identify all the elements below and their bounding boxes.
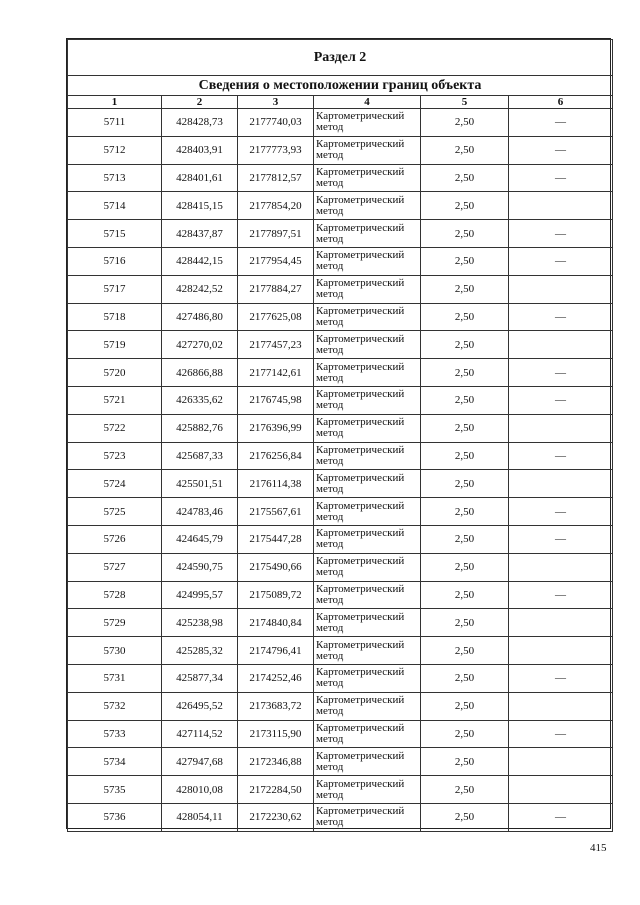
- cell-note: —: [509, 525, 613, 553]
- cell-x: 426866,88: [162, 359, 238, 387]
- cell-acc: 2,50: [421, 692, 509, 720]
- cell-acc: 2,50: [421, 776, 509, 804]
- cell-note: —: [509, 359, 613, 387]
- table-row: [68, 609, 613, 637]
- cell-note: [509, 275, 613, 303]
- cell-note: [509, 692, 613, 720]
- cell-n: 5721: [68, 386, 162, 414]
- cell-method: Картометрический метод: [314, 220, 421, 248]
- cell-method: Картометрический метод: [314, 498, 421, 526]
- cell-x: 426335,62: [162, 386, 238, 414]
- cell-y: 2175089,72: [238, 581, 314, 609]
- table-row: [68, 776, 613, 804]
- cell-method: Картометрический метод: [314, 470, 421, 498]
- cell-y: 2172230,62: [238, 803, 314, 831]
- table-row: [68, 414, 613, 442]
- cell-acc: 2,50: [421, 331, 509, 359]
- cell-note: [509, 609, 613, 637]
- cell-method: Картометрический метод: [314, 609, 421, 637]
- column-header: 4: [314, 96, 421, 109]
- cell-x: 428054,11: [162, 803, 238, 831]
- cell-n: 5731: [68, 664, 162, 692]
- cell-acc: 2,50: [421, 192, 509, 220]
- table-row: [68, 386, 613, 414]
- cell-method: Картометрический метод: [314, 136, 421, 164]
- cell-acc: 2,50: [421, 136, 509, 164]
- table-row: [68, 553, 613, 581]
- cell-y: 2175447,28: [238, 525, 314, 553]
- cell-note: —: [509, 664, 613, 692]
- cell-method: Картометрический метод: [314, 720, 421, 748]
- table-row: [68, 247, 613, 275]
- cell-method: Картометрический метод: [314, 442, 421, 470]
- cell-y: 2174252,46: [238, 664, 314, 692]
- cell-acc: 2,50: [421, 303, 509, 331]
- cell-y: 2173115,90: [238, 720, 314, 748]
- cell-acc: 2,50: [421, 720, 509, 748]
- cell-x: 428428,73: [162, 109, 238, 137]
- cell-note: [509, 553, 613, 581]
- cell-n: 5711: [68, 109, 162, 137]
- cell-note: [509, 637, 613, 665]
- cell-note: —: [509, 442, 613, 470]
- cell-method: Картометрический метод: [314, 109, 421, 137]
- table-row: [68, 303, 613, 331]
- cell-x: 425882,76: [162, 414, 238, 442]
- cell-method: Картометрический метод: [314, 553, 421, 581]
- table-row: [68, 109, 613, 137]
- cell-y: 2177773,93: [238, 136, 314, 164]
- cell-x: 428403,91: [162, 136, 238, 164]
- cell-y: 2177740,03: [238, 109, 314, 137]
- cell-y: 2176396,99: [238, 414, 314, 442]
- cell-n: 5725: [68, 498, 162, 526]
- cell-acc: 2,50: [421, 164, 509, 192]
- cell-y: 2177457,23: [238, 331, 314, 359]
- cell-n: 5733: [68, 720, 162, 748]
- cell-method: Картометрический метод: [314, 748, 421, 776]
- cell-y: 2174796,41: [238, 637, 314, 665]
- cell-acc: 2,50: [421, 359, 509, 387]
- cell-method: Картометрический метод: [314, 247, 421, 275]
- cell-x: 424590,75: [162, 553, 238, 581]
- cell-y: 2175490,66: [238, 553, 314, 581]
- cell-n: 5719: [68, 331, 162, 359]
- cell-acc: 2,50: [421, 386, 509, 414]
- cell-acc: 2,50: [421, 109, 509, 137]
- document-frame: [66, 38, 611, 829]
- cell-y: 2174840,84: [238, 609, 314, 637]
- cell-note: —: [509, 498, 613, 526]
- cell-note: [509, 192, 613, 220]
- cell-x: 428437,87: [162, 220, 238, 248]
- cell-x: 424995,57: [162, 581, 238, 609]
- cell-note: —: [509, 581, 613, 609]
- cell-acc: 2,50: [421, 470, 509, 498]
- cell-method: Картометрический метод: [314, 776, 421, 804]
- table-row: [68, 275, 613, 303]
- cell-note: [509, 470, 613, 498]
- cell-method: Картометрический метод: [314, 164, 421, 192]
- cell-y: 2177142,61: [238, 359, 314, 387]
- cell-acc: 2,50: [421, 442, 509, 470]
- cell-x: 428010,08: [162, 776, 238, 804]
- cell-note: —: [509, 386, 613, 414]
- column-header: 3: [238, 96, 314, 109]
- table-row: [68, 470, 613, 498]
- cell-method: Картометрический метод: [314, 525, 421, 553]
- cell-n: 5736: [68, 803, 162, 831]
- cell-y: 2177854,20: [238, 192, 314, 220]
- cell-n: 5712: [68, 136, 162, 164]
- table-row: [68, 442, 613, 470]
- cell-x: 428242,52: [162, 275, 238, 303]
- cell-note: —: [509, 720, 613, 748]
- cell-acc: 2,50: [421, 637, 509, 665]
- cell-note: —: [509, 109, 613, 137]
- cell-x: 425238,98: [162, 609, 238, 637]
- cell-acc: 2,50: [421, 220, 509, 248]
- cell-n: 5730: [68, 637, 162, 665]
- cell-y: 2176114,38: [238, 470, 314, 498]
- cell-x: 427114,52: [162, 720, 238, 748]
- cell-y: 2172284,50: [238, 776, 314, 804]
- table-row: [68, 136, 613, 164]
- cell-method: Картометрический метод: [314, 414, 421, 442]
- table-row: [68, 220, 613, 248]
- cell-note: —: [509, 247, 613, 275]
- cell-n: 5732: [68, 692, 162, 720]
- cell-n: 5727: [68, 553, 162, 581]
- cell-method: Картометрический метод: [314, 664, 421, 692]
- cell-acc: 2,50: [421, 581, 509, 609]
- cell-note: [509, 414, 613, 442]
- cell-acc: 2,50: [421, 803, 509, 831]
- table-row: [68, 192, 613, 220]
- cell-n: 5723: [68, 442, 162, 470]
- cell-n: 5715: [68, 220, 162, 248]
- cell-method: Картометрический метод: [314, 192, 421, 220]
- cell-n: 5716: [68, 247, 162, 275]
- cell-y: 2177884,27: [238, 275, 314, 303]
- cell-method: Картометрический метод: [314, 331, 421, 359]
- cell-n: 5718: [68, 303, 162, 331]
- table-row: [68, 331, 613, 359]
- section-subtitle: Сведения о местоположении границ объекта: [68, 76, 613, 96]
- cell-method: Картометрический метод: [314, 359, 421, 387]
- cell-acc: 2,50: [421, 664, 509, 692]
- table-row: [68, 164, 613, 192]
- table-row: [68, 498, 613, 526]
- cell-n: 5735: [68, 776, 162, 804]
- cell-n: 5728: [68, 581, 162, 609]
- cell-y: 2175567,61: [238, 498, 314, 526]
- cell-y: 2173683,72: [238, 692, 314, 720]
- table-row: [68, 720, 613, 748]
- cell-note: —: [509, 220, 613, 248]
- cell-note: —: [509, 136, 613, 164]
- cell-y: 2172346,88: [238, 748, 314, 776]
- cell-x: 427486,80: [162, 303, 238, 331]
- cell-method: Картометрический метод: [314, 386, 421, 414]
- cell-method: Картометрический метод: [314, 581, 421, 609]
- cell-note: —: [509, 803, 613, 831]
- cell-y: 2176256,84: [238, 442, 314, 470]
- table-row: [68, 581, 613, 609]
- cell-x: 427270,02: [162, 331, 238, 359]
- cell-n: 5729: [68, 609, 162, 637]
- cell-x: 428415,15: [162, 192, 238, 220]
- cell-acc: 2,50: [421, 275, 509, 303]
- cell-x: 424783,46: [162, 498, 238, 526]
- cell-x: 425501,51: [162, 470, 238, 498]
- cell-y: 2177897,51: [238, 220, 314, 248]
- cell-n: 5724: [68, 470, 162, 498]
- cell-acc: 2,50: [421, 414, 509, 442]
- cell-acc: 2,50: [421, 525, 509, 553]
- cell-acc: 2,50: [421, 609, 509, 637]
- cell-acc: 2,50: [421, 748, 509, 776]
- cell-acc: 2,50: [421, 247, 509, 275]
- column-header: 6: [509, 96, 613, 109]
- table-row: [68, 692, 613, 720]
- cell-method: Картометрический метод: [314, 803, 421, 831]
- cell-n: 5722: [68, 414, 162, 442]
- cell-note: —: [509, 164, 613, 192]
- cell-y: 2177812,57: [238, 164, 314, 192]
- cell-note: [509, 748, 613, 776]
- cell-x: 424645,79: [162, 525, 238, 553]
- table-row: [68, 803, 613, 831]
- cell-x: 425877,34: [162, 664, 238, 692]
- cell-acc: 2,50: [421, 498, 509, 526]
- cell-n: 5726: [68, 525, 162, 553]
- cell-x: 425687,33: [162, 442, 238, 470]
- page-number: 415: [590, 842, 607, 854]
- cell-x: 425285,32: [162, 637, 238, 665]
- cell-note: —: [509, 303, 613, 331]
- column-header: 2: [162, 96, 238, 109]
- cell-y: 2177954,45: [238, 247, 314, 275]
- cell-n: 5713: [68, 164, 162, 192]
- cell-method: Картометрический метод: [314, 692, 421, 720]
- cell-n: 5714: [68, 192, 162, 220]
- table-row: [68, 664, 613, 692]
- cell-x: 426495,52: [162, 692, 238, 720]
- column-header: 1: [68, 96, 162, 109]
- table-row: [68, 748, 613, 776]
- table-row: [68, 525, 613, 553]
- cell-x: 428401,61: [162, 164, 238, 192]
- boundary-table: [67, 39, 613, 832]
- table-row: [68, 359, 613, 387]
- cell-method: Картометрический метод: [314, 275, 421, 303]
- cell-note: [509, 331, 613, 359]
- table-row: [68, 637, 613, 665]
- section-title: Раздел 2: [68, 40, 613, 76]
- cell-note: [509, 776, 613, 804]
- cell-n: 5717: [68, 275, 162, 303]
- cell-y: 2176745,98: [238, 386, 314, 414]
- column-header: 5: [421, 96, 509, 109]
- cell-method: Картометрический метод: [314, 637, 421, 665]
- cell-acc: 2,50: [421, 553, 509, 581]
- cell-method: Картометрический метод: [314, 303, 421, 331]
- cell-x: 427947,68: [162, 748, 238, 776]
- cell-y: 2177625,08: [238, 303, 314, 331]
- cell-n: 5734: [68, 748, 162, 776]
- cell-n: 5720: [68, 359, 162, 387]
- cell-x: 428442,15: [162, 247, 238, 275]
